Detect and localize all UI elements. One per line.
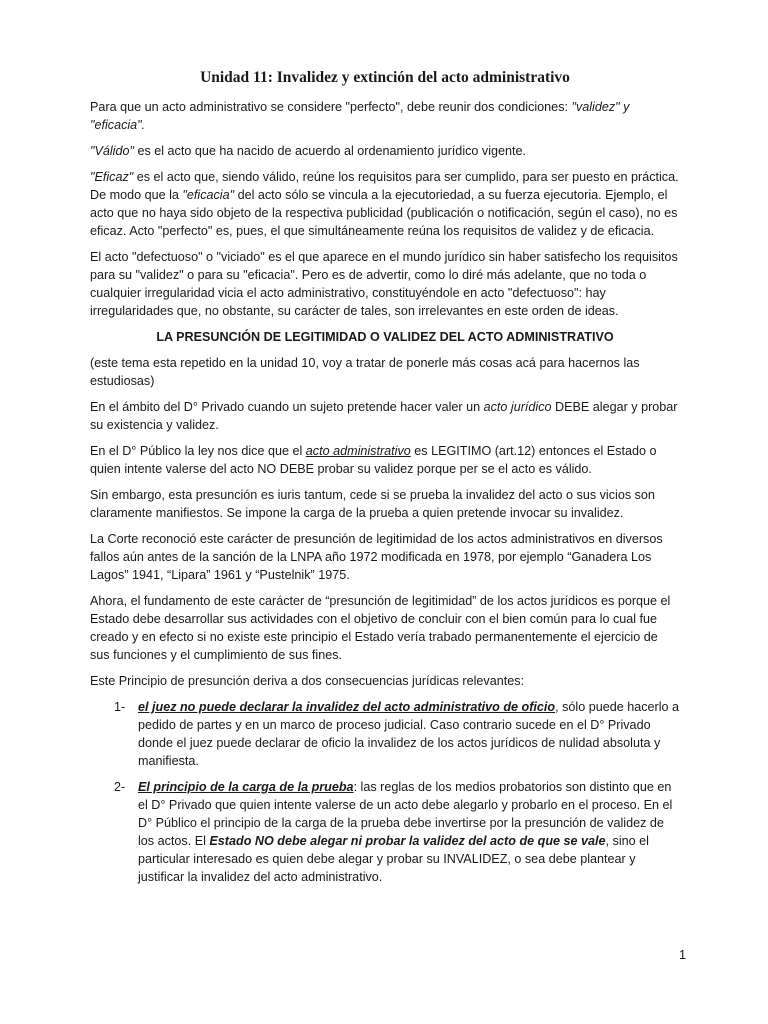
paragraph-defectuoso: El acto "defectuoso" o "viciado" es el que aparece en el mundo jurídico sin haber satisfecho los requisitos para su "validez" o para su "eficacia". Pero es de advertir, como lo diré más adelante, que no toda o cualquier irregularidad vicia el acto administrativo, constituyéndole en acto "defectuoso": hay irregularidades que, no obstante, su carácter de tales, son irrelevantes en este orden de ideas. (90, 250, 678, 318)
paragraph-consecuencias: Este Principio de presunción deriva a dos consecuencias jurídicas relevantes: (90, 674, 525, 688)
paragraph-corte: La Corte reconoció este carácter de presunción de legitimidad de los actos administrativos en diversos fallos aún antes de la sanción de la LNPA año 1972 modificada en 1978, por ejemplo “Ganadera Los Lagos” 1941, “Lipara” 1961 y “Pustelnik” 1975. (90, 532, 663, 582)
paragraph-note: (este tema esta repetido en la unidad 10, voy a tratar de ponerle más cosas acá para hacernos las estudiosas) (90, 356, 640, 388)
text-run: , sino el particular interesado es quien debe alegar y probar su INVALIDEZ, o sea debe plantear y justificar la invalidez del acto administrativo. (138, 834, 649, 884)
text-run-italic: "Válido" (90, 144, 134, 158)
text-run-italic: "Eficaz" (90, 170, 134, 184)
paragraph-privado (90, 398, 680, 434)
text-run: , sólo puede hacerlo a pedido de partes y en un marco de proceso judicial. Caso contrario sucede en el D° Privado donde el juez puede declarar de oficio la invalidez de los actos jurídicos de nulidad absoluta y manifiesta. (138, 700, 680, 768)
text-run: es el acto que, siendo válido, reúne los requisitos para ser cumplido, para ser puesto en práctica. De modo que la (90, 170, 679, 202)
text-run: es el acto que ha nacido de acuerdo al ordenamiento jurídico vigente. (133, 144, 527, 158)
paragraph-intro (90, 98, 680, 134)
text-run-bold-italic-underline: El principio de la carga de la prueba (138, 780, 354, 794)
text-run: En el D° Público la ley nos dice que el (90, 444, 306, 458)
list-item-body (138, 698, 680, 770)
text-run: DEBE alegar y probar su existencia y validez. (90, 400, 678, 432)
text-run-italic: "validez" y "eficacia". (90, 100, 630, 132)
page-title: Unidad 11: Invalidez y extinción del acto administrativo (200, 69, 570, 86)
paragraph-eficaz (90, 168, 680, 240)
text-run: del acto sólo se vincula a la ejecutoriedad, a su fuerza ejecutoria. Ejemplo, el acto que no haya sido objeto de la respectiva publicidad (publicación o notificación, según el caso), no es eficaz. Acto "perfecto" es, pues, el que simultáneamente reúna los requisitos de validez y de eficacia. (90, 188, 678, 238)
paragraph-publico (90, 442, 680, 478)
text-run: En el ámbito del D° Privado cuando un sujeto pretende hacer valer un (90, 400, 484, 414)
text-run-bold-italic-underline: el juez no puede declarar la invalidez del acto administrativo de oficio (138, 700, 556, 714)
list-item-body (138, 778, 680, 886)
list-number: 2- (114, 780, 126, 794)
paragraph-fundamento: Ahora, el fundamento de este carácter de “presunción de legitimidad” de los actos jurídicos es porque el Estado debe desarrollar sus actividades con el objetivo de concluir con el bien común para lo cual fue creado y en efecto si no existe este principio el Estado vería trabado permanentemente el ejercicio de sus funciones y el cumplimiento de sus fines. (90, 594, 671, 662)
paragraph-valido (90, 142, 680, 160)
list-item (90, 698, 680, 770)
paragraph-iuris-tantum: Sin embargo, esta presunción es iuris tantum, cede si se prueba la invalidez del acto o sus vicios son claramente manifiestos. Se impone la carga de la prueba a quien pretende invocar su invalidez. (90, 488, 655, 520)
page-number: 1 (678, 948, 686, 962)
text-run-italic-underline: acto administrativo (305, 444, 411, 458)
section-heading: LA PRESUNCIÓN DE LEGITIMIDAD O VALIDEZ DEL ACTO ADMINISTRATIVO (156, 330, 614, 344)
text-run: : las reglas de los medios probatorios son distinto que en el D° Privado que quien intente valerse de un acto debe alegarlo y probarlo en el proceso. En el D° Público el principio de la carga de la prueba debe invertirse por la presunción de validez de los actos. El (138, 780, 673, 848)
text-run-italic: "eficacia" (182, 188, 235, 202)
text-run-italic: acto jurídico (483, 400, 552, 414)
text-run-bold-italic: Estado NO debe alegar ni probar la validez del acto de que se vale (209, 834, 606, 848)
consequences-list (90, 698, 680, 886)
list-item (90, 778, 680, 886)
text-run: es LEGITIMO (art.12) entonces el Estado o quien intente valerse del acto NO DEBE probar su validez porque per se el acto es válido. (90, 444, 657, 476)
list-number: 1- (114, 700, 126, 714)
text-run: Para que un acto administrativo se considere "perfecto", debe reunir dos condiciones: (90, 100, 572, 114)
